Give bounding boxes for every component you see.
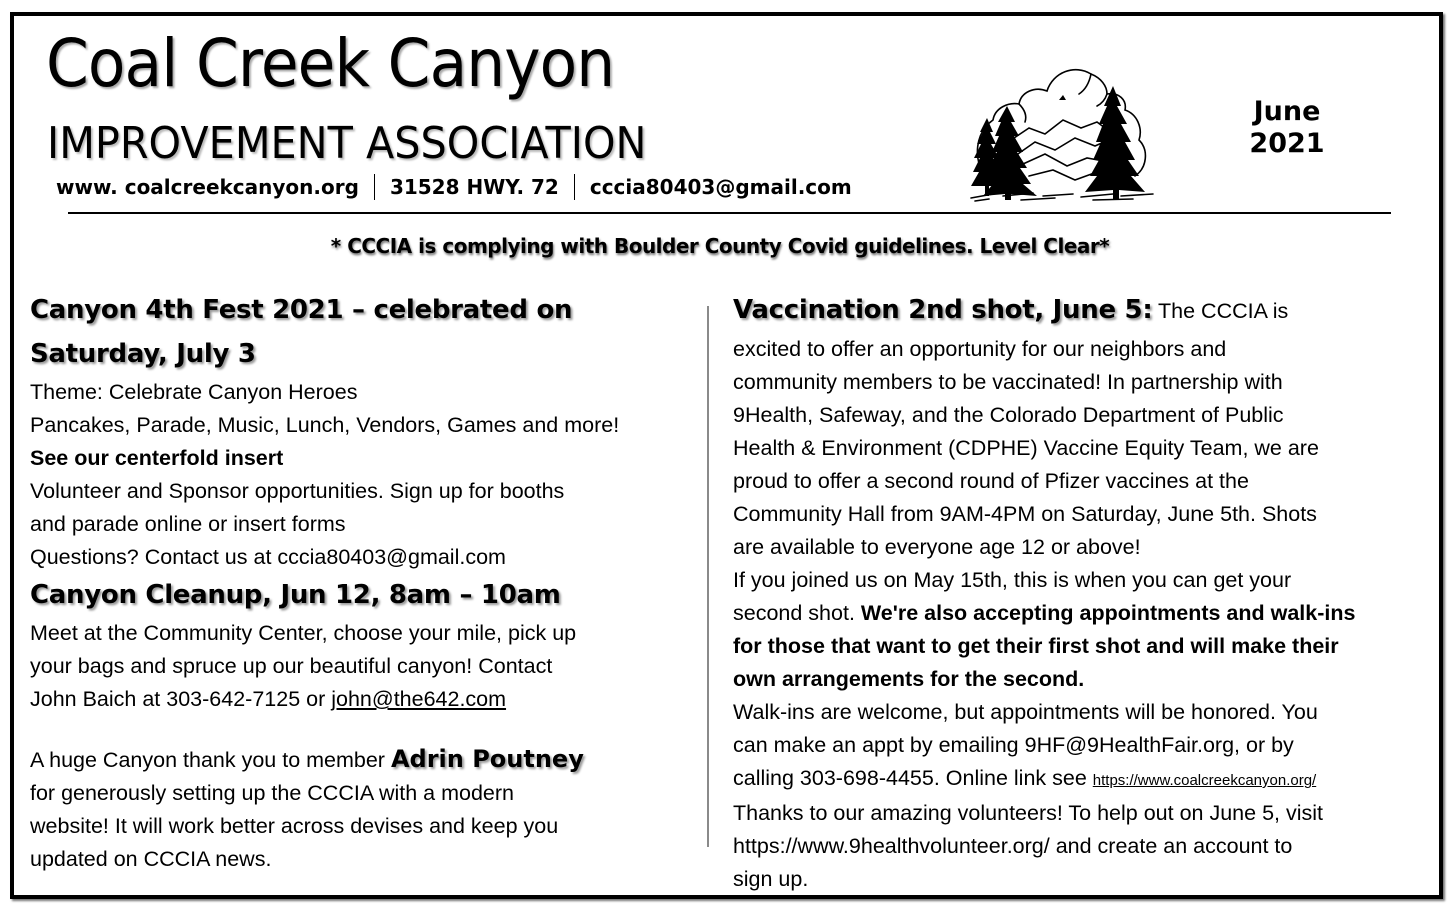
fest-body: Theme: Celebrate Canyon Heroes Pancakes, Parade, Music, Lunch, Vendors, Games and more! See our centerfold insert Volunteer and Sponsor opportunities. Sign up for booths and parade online or insert forms Questions? Contact us at cccia80403@gmail.com xyxy=(30,376,700,574)
thanks-article: A huge Canyon thank you to member Adrin Poutney for generously setting up the CCCIA with a modern website! It will work better across devises and keep you updated on CCCIA news. xyxy=(30,745,584,871)
cleanup-headline: Canyon Cleanup, Jun 12, 8am – 10am xyxy=(30,580,561,610)
vaccination-headline: Vaccination 2nd shot, June 5: xyxy=(733,295,1153,325)
centerfold-note: See our centerfold insert xyxy=(30,446,284,470)
masthead-title: Coal Creek Canyon xyxy=(46,25,615,102)
header-divider xyxy=(68,212,1391,214)
issue-year: 2021 xyxy=(1249,128,1325,159)
fest-article xyxy=(30,288,700,574)
left-column xyxy=(30,288,700,876)
volunteer-link-line: https://www.9healthvolunteer.org/ and create an account to xyxy=(733,834,1293,858)
separator xyxy=(574,174,575,200)
issue-date xyxy=(1232,96,1342,160)
vaccination-article: Vaccination 2nd shot, June 5: The CCCIA is excited to offer an opportunity for our neighbors and community members to be vaccinated! In partnership with 9Health, Safeway, and the Colorado Department of Public Health & Environment (CDPHE) Vaccine Equity Team, we are proud to offer a second round of Pfizer vaccines at the Community Hall from 9AM-4PM on Saturday, June 5th. Shots are available to everyone age 12 or above! If you joined us on May 15th, this is when you can get your second shot. We're also accepting appointments and walk-ins for those that want to get their first shot and will make their own arrangements for the second. Walk-ins are welcome, but appointments will be honored. You can make an appt by emailing 9HF@9HealthFair.org, or by calling 303-698-4455. Online link see https://www.coalcreekcanyon.org/ Thanks to our amazing volunteers! To help out on June 5, visit https://www.9healthvolunteer.org/ and create an account to sign up. xyxy=(733,288,1428,896)
cleanup-body: Meet at the Community Center, choose your mile, pick up your bags and spruce up our beautiful canyon! Contact John Baich at 303-642-7125 or john@the642.com xyxy=(30,621,577,711)
john-email-link[interactable]: john@the642.com xyxy=(331,687,507,711)
email-link[interactable]: cccia80403@gmail.com xyxy=(589,175,852,199)
contact-line xyxy=(56,172,852,202)
masthead-subtitle: IMPROVEMENT ASSOCIATION xyxy=(47,118,647,169)
address: 31528 HWY. 72 xyxy=(389,175,559,199)
mountains-trees-clouds-logo-icon xyxy=(963,58,1159,203)
separator xyxy=(374,174,375,200)
website-link[interactable]: www. coalcreekcanyon.org xyxy=(56,175,359,199)
fest-headline: Canyon 4th Fest 2021 – celebrated on Saturday, July 3 xyxy=(30,295,573,369)
column-divider xyxy=(707,306,709,847)
coalcreekcanyon-link[interactable]: https://www.coalcreekcanyon.org/ xyxy=(1092,772,1317,789)
cleanup-article xyxy=(30,573,700,716)
right-column xyxy=(733,288,1428,896)
issue-month: June xyxy=(1253,96,1321,127)
covid-banner: * CCCIA is complying with Boulder County Covid guidelines. Level Clear* xyxy=(330,234,1110,258)
member-name: Adrin Poutney xyxy=(390,745,584,773)
